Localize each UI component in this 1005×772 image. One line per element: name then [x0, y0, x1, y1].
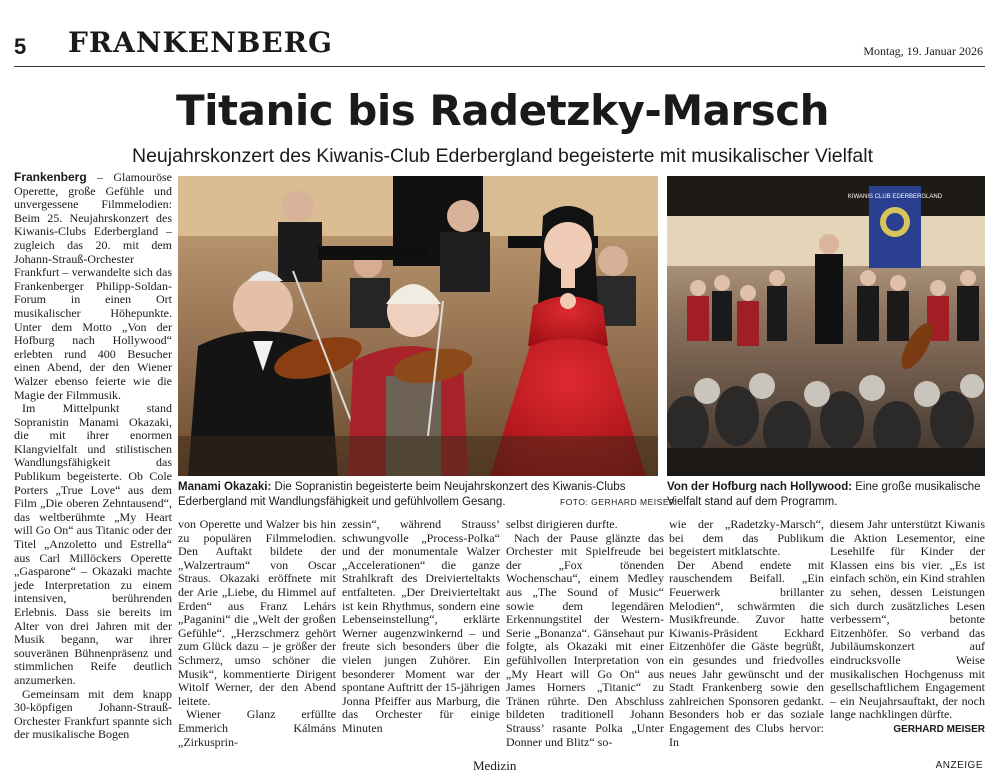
masthead: FRANKENBERG: [68, 26, 333, 59]
photo-soprano-orchestra: [178, 176, 658, 476]
issue-date: Montag, 19. Januar 2026: [863, 44, 983, 58]
paragraph: Der Abend endete mit rauschendem Beifall. „Ein Feuerwerk brillanter Melodien“, schwärmten die Musikfreunde. Zuvor hatte Kiwanis-Präsident Eckhard Eitzenhöfer die Gäste begrüßt, ein gesundes und friedvolles neues Jahr gewünscht und der Stadt Frankenberg sowie den zahlreichen Sponsoren gedankt. Besonders hob er das soziale Engagement des Clubs hervor: In: [669, 557, 824, 749]
caption-lead: Manami Okazaki:: [178, 481, 272, 493]
article-column-6: [830, 518, 985, 737]
caption-text: Die Sopranistin begeisterte beim Neujahrskonzert des Kiwanis-Clubs Ederbergland mit Wandlungsfähigkeit und gefühlvollem Gesang.: [178, 481, 626, 508]
caption-text: Eine große musikalische Vielfalt stand auf dem Programm.: [667, 481, 981, 508]
photo-credit: FOTO: GERHARD MEISER: [560, 497, 676, 507]
footer-ad-label: ANZEIGE: [935, 760, 983, 771]
paragraph: Wiener Glanz erfüllte Emmerich Kálmáns „Zirkusprin-: [178, 707, 336, 749]
header-rule: [14, 66, 985, 67]
photo-concert-hall: [667, 176, 985, 476]
article-column-1: [14, 171, 172, 742]
footer-section: Medizin: [473, 758, 517, 772]
dateline: Frankenberg: [14, 170, 87, 184]
article-column-2: [178, 518, 336, 749]
photo-concert-hall-image: [667, 176, 985, 476]
paragraph: diesem Jahr unterstützt Kiwanis die Aktion Lesementor, eine Lesehilfe für Kinder der Klassen eins bis vier. „Es ist einfach schön, ein Kind strahlen zu sehen, dessen Leistungen sich durch zusätzliches Lesen verbessern“, betonte Eitzenhöfer. So verband das Jubiläumskonzert auf eindrucksvolle Weise musikalischen Hochgenuss mit gesellschaftlichem Engagement – ein Neujahrsauftakt, der noch lange nachklingen dürfte.: [830, 517, 985, 722]
banner-text: KIWANIS CLUB EDERBERGLAND: [847, 194, 943, 200]
article-column-3: [342, 518, 500, 736]
paragraph: – Glamouröse Operette, große Gefühle und unvergessene Filmmelodien: Beim 25. Neujahrskonzert des Kiwanis-Clubs Ederbergland – zugleich das 20. mit dem Johann-Strauß-Orchester Frankfurt – verwandelte sich das Frankenberger Philipp-Soldan-Forum in einen Ort musikalischer Höhepunkte. Unter dem Motto „Von der Hofburg nach Hollywood“ erlebten rund 400 Besucher einen Abend, der den Wiener Walzer ebenso feierte wie die Magie der Filmmusik.: [14, 170, 172, 402]
photo-soprano-image: [178, 176, 658, 476]
page-number: 5: [14, 34, 27, 59]
paragraph: Gemeinsam mit dem knapp 30-köpfigen Johann-Strauß-Orchester Frankfurt spannte sich der musikalische Bogen: [14, 686, 172, 742]
paragraph: wie der „Radetzky-Marsch“, bei dem das Publikum begeistert mitklatschte.: [669, 517, 824, 559]
paragraph: von Operette und Walzer bis hin zu populären Filmmelodien. Den Auftakt bildete der „Walzertraum“ von Oscar Straus. Okazaki eröffnete mit der Arie „Liebe, du Himmel auf Erden“ aus Franz Lehárs „Paganini“ die „Welt der großen Gefühle“. „Herzschmerz gehört zum Glück dazu – je größer der Schmerz, umso schöner die Musik“, kommentierte Dirigent Witolf Werner, der den Abend leitete.: [178, 517, 336, 708]
article-column-5: [669, 518, 824, 749]
paragraph: selbst dirigieren durfte.: [506, 517, 618, 531]
paragraph: Im Mittelpunkt stand Sopranistin Manami Okazaki, die mit ihrer enormen Klangvielfalt und stilistischen Wandlungsfähigkeit das Publikum begeisterte. Ob Cole Porters „True Love“ aus dem Film „Die oberen Zehntausend“, das weltberühmte „My Heart will Go On“ aus Titanic oder der Titel „Anzoletto und Estrella“ aus Carl Millöckers Operette „Gasparone“ – Okazaki machte jede Interpretation zu einem intensiven, berührenden Erlebnis. Dass sie bereits im Alter von drei Jahren mit der Musik begann, war ihrer souveränen Bühnenpräsenz und stimmlichen Reife deutlich anzumerken.: [14, 401, 172, 687]
headline: Titanic bis Radetzky-Marsch: [175, 86, 829, 135]
article-column-4: [506, 518, 664, 749]
paragraph: zessin“, während Strauss’ schwungvolle „Process-Polka“ und der monumentale Walzer „Accelerationen“ die ganze Strahlkraft des Dreivierteltakts entfalteten. „Der Dreivierteltakt ist kein Rhythmus, sondern eine Lebenseinstellung“, erklärte Werner augenzwinkernd – und freute sich besonders über die vielen jungen Zuhörer. Ein besonderer Moment war der spontane Auftritt der 15-jährigen Jonna Pfeiffer aus Marburg, die das Orchester für einige Minuten: [342, 517, 500, 735]
caption-lead: Von der Hofburg nach Hollywood:: [667, 481, 853, 493]
subheadline: Neujahrskonzert des Kiwanis-Club Ederbergland begeisterte mit musikalischer Vielfalt: [132, 145, 873, 167]
photo-caption-2: [667, 480, 985, 510]
author-byline: GERHARD MEISER: [893, 723, 985, 735]
paragraph: Nach der Pause glänzte das Orchester mit Spielfreude bei der „Fox tönenden Wochenschau“, einem Medley aus „The Sound of Music“ sowie dem legendären Erkennungstitel der Western-Serie „Bonanza“. Gänsehaut pur folgte, als Okazaki mit einer gefühlvollen Interpretation von „My Heart will Go On“ aus James Horners „Titanic“ zu Tränen rührte. Den Abschluss bildeten traditionell Johann Strauss’ rasante Polka „Unter Donner und Blitz“ so-: [506, 530, 664, 749]
